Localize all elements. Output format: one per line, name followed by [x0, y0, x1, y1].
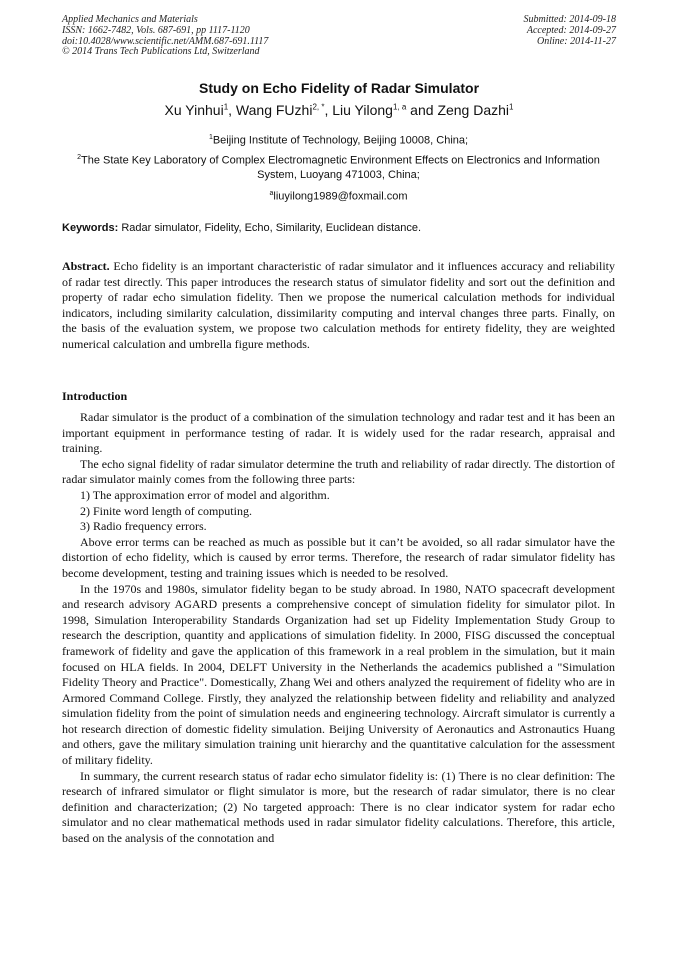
author-name: Zeng Dazhi: [437, 102, 510, 118]
section-heading-introduction: Introduction: [62, 389, 128, 403]
journal-doi: doi:10.4028/www.scientific.net/AMM.687-691.1117: [62, 35, 269, 47]
affiliation-2: [62, 151, 615, 183]
affiliation-text: Beijing Institute of Technology, Beijing 10008, China;: [212, 134, 469, 147]
affiliation-mark: 1: [208, 134, 213, 141]
list-item: 3) Radio frequency errors.: [80, 519, 207, 534]
introduction-body: [62, 410, 615, 847]
abstract: [62, 259, 615, 353]
author-email: [62, 187, 615, 204]
author-affiliation-mark: 1: [509, 102, 514, 112]
author-name: Xu Yinhui: [164, 102, 224, 118]
affiliation-mark: 2: [77, 154, 81, 161]
author-separator: ,: [324, 102, 333, 118]
journal-info: [62, 15, 268, 58]
journal-name: Applied Mechanics and Materials: [62, 14, 198, 25]
accepted-date: Accepted: 2014-09-27: [526, 24, 616, 36]
email-text: liuyilong1989@foxmail.com: [273, 190, 408, 203]
author-affiliation-mark: 1: [223, 102, 229, 112]
affiliation-mark: a: [269, 190, 274, 197]
affiliation-1: [62, 131, 615, 148]
paragraph: In summary, the current research status of radar echo simulator fidelity is: (1) There is no clear definition: The research of infrared simulator or flight simulator is more, but the research of radar simulator, there is no clear definition and characterization; (2) No targeted approach: There is no clear indicator system for radar echo simulator and no clear mathematical methods used in radar simulator fidelity calculations. Therefore, this article, based on the analysis of the connotation and: [62, 768, 615, 846]
keywords-text: Radar simulator, Fidelity, Echo, Similarity, Euclidean distance.: [121, 222, 422, 234]
author-separator: ,: [228, 102, 236, 118]
author-affiliation-mark: 2, *: [312, 102, 325, 112]
paragraph: Radar simulator is the product of a combination of the simulation technology and radar test and it has been an important equipment in performance testing of radar. It is widely used for the radar research, appraisal and training.: [62, 410, 615, 456]
paragraph: Above error terms can be reached as much as possible but it can’t be avoided, so all radar simulator have the distortion of echo fidelity, which is caused by error terms. Therefore, the research of radar simulator fidelity has become development, testing and training issues which is needed to be resolved.: [62, 534, 615, 580]
journal-copyright: © 2014 Trans Tech Publications Ltd, Switzerland: [62, 46, 260, 58]
author-name: Wang FUzhi: [235, 102, 313, 118]
submission-dates: [524, 15, 617, 47]
keywords: [62, 222, 615, 234]
submitted-date: Submitted: 2014-09-18: [523, 14, 616, 25]
author-affiliation-mark: 1, a: [392, 102, 407, 112]
paragraph: The echo signal fidelity of radar simulator determine the truth and reliability of radar directly. The distortion of radar simulator mainly comes from the following three parts:: [62, 456, 615, 487]
journal-issn: ISSN: 1662-7482, Vols. 687-691, pp 1117-1120: [62, 24, 250, 36]
keywords-label: Keywords:: [62, 222, 119, 234]
online-date: Online: 2014-11-27: [537, 35, 616, 47]
author-separator: and: [406, 102, 438, 118]
affiliation-text: The State Key Laboratory of Complex Electromagnetic Environment Effects on Electronics and Information System, Luoyang 471003, China;: [81, 154, 600, 182]
abstract-text: Echo fidelity is an important characteristic of radar simulator and it influences accuracy and reliability of radar test directly. This paper introduces the research status of simulator fidelity and sort out the definition and property of radar echo simulation fidelity. Then we propose the numerical calculation methods for individual indicators, including similarity calculation, dissimilarity computing and interval changes three parts. Finally, on the basis of the evaluation system, we propose two calculation methods for entirety fidelity, they are weighted numerical calculation and umbrella figure methods.: [62, 259, 616, 351]
paper-title: Study on Echo Fidelity of Radar Simulator: [198, 80, 480, 96]
list-item: 1) The approximation error of model and algorithm.: [80, 487, 330, 502]
author-list: [0, 102, 678, 118]
list-item: 2) Finite word length of computing.: [80, 503, 252, 518]
paragraph: In the 1970s and 1980s, simulator fidelity began to be study abroad. In 1980, NATO spacecraft development and research advisory AGARD presents a comprehensive concept of simulation fidelity for simulator pilot. In 1998, Simulation Interoperability Standards Organization had set up Fidelity Implementation Study Group to research the description, quantity and applications of simulation fidelity. In 2000, FISG discussed the conceptual framework of fidelity and gave the application of this framework in a real problem in the simulation, but it main focused on HLA fields. In 2004, DELFT University in the Netherlands the academics published a "Simulation Fidelity Theory and Practice". Domestically, Zhang Wei and others analyzed the requirement of fidelity who are in Armored Command College. Firstly, they analyzed the relationship between fidelity and reliability and analyzed simulation fidelity from the point of simulation needs and engineering technology. Aircraft simulator is currently a hot research direction of domestic fidelity simulation. Beijing University of Aeronautics and Astronautics Huang and others, gave the military simulation training unit hierarchy and the quantitative calculation for the assessment of military fidelity.: [62, 581, 615, 768]
author-name: Liu Yilong: [332, 102, 393, 118]
abstract-label: Abstract.: [62, 259, 110, 273]
